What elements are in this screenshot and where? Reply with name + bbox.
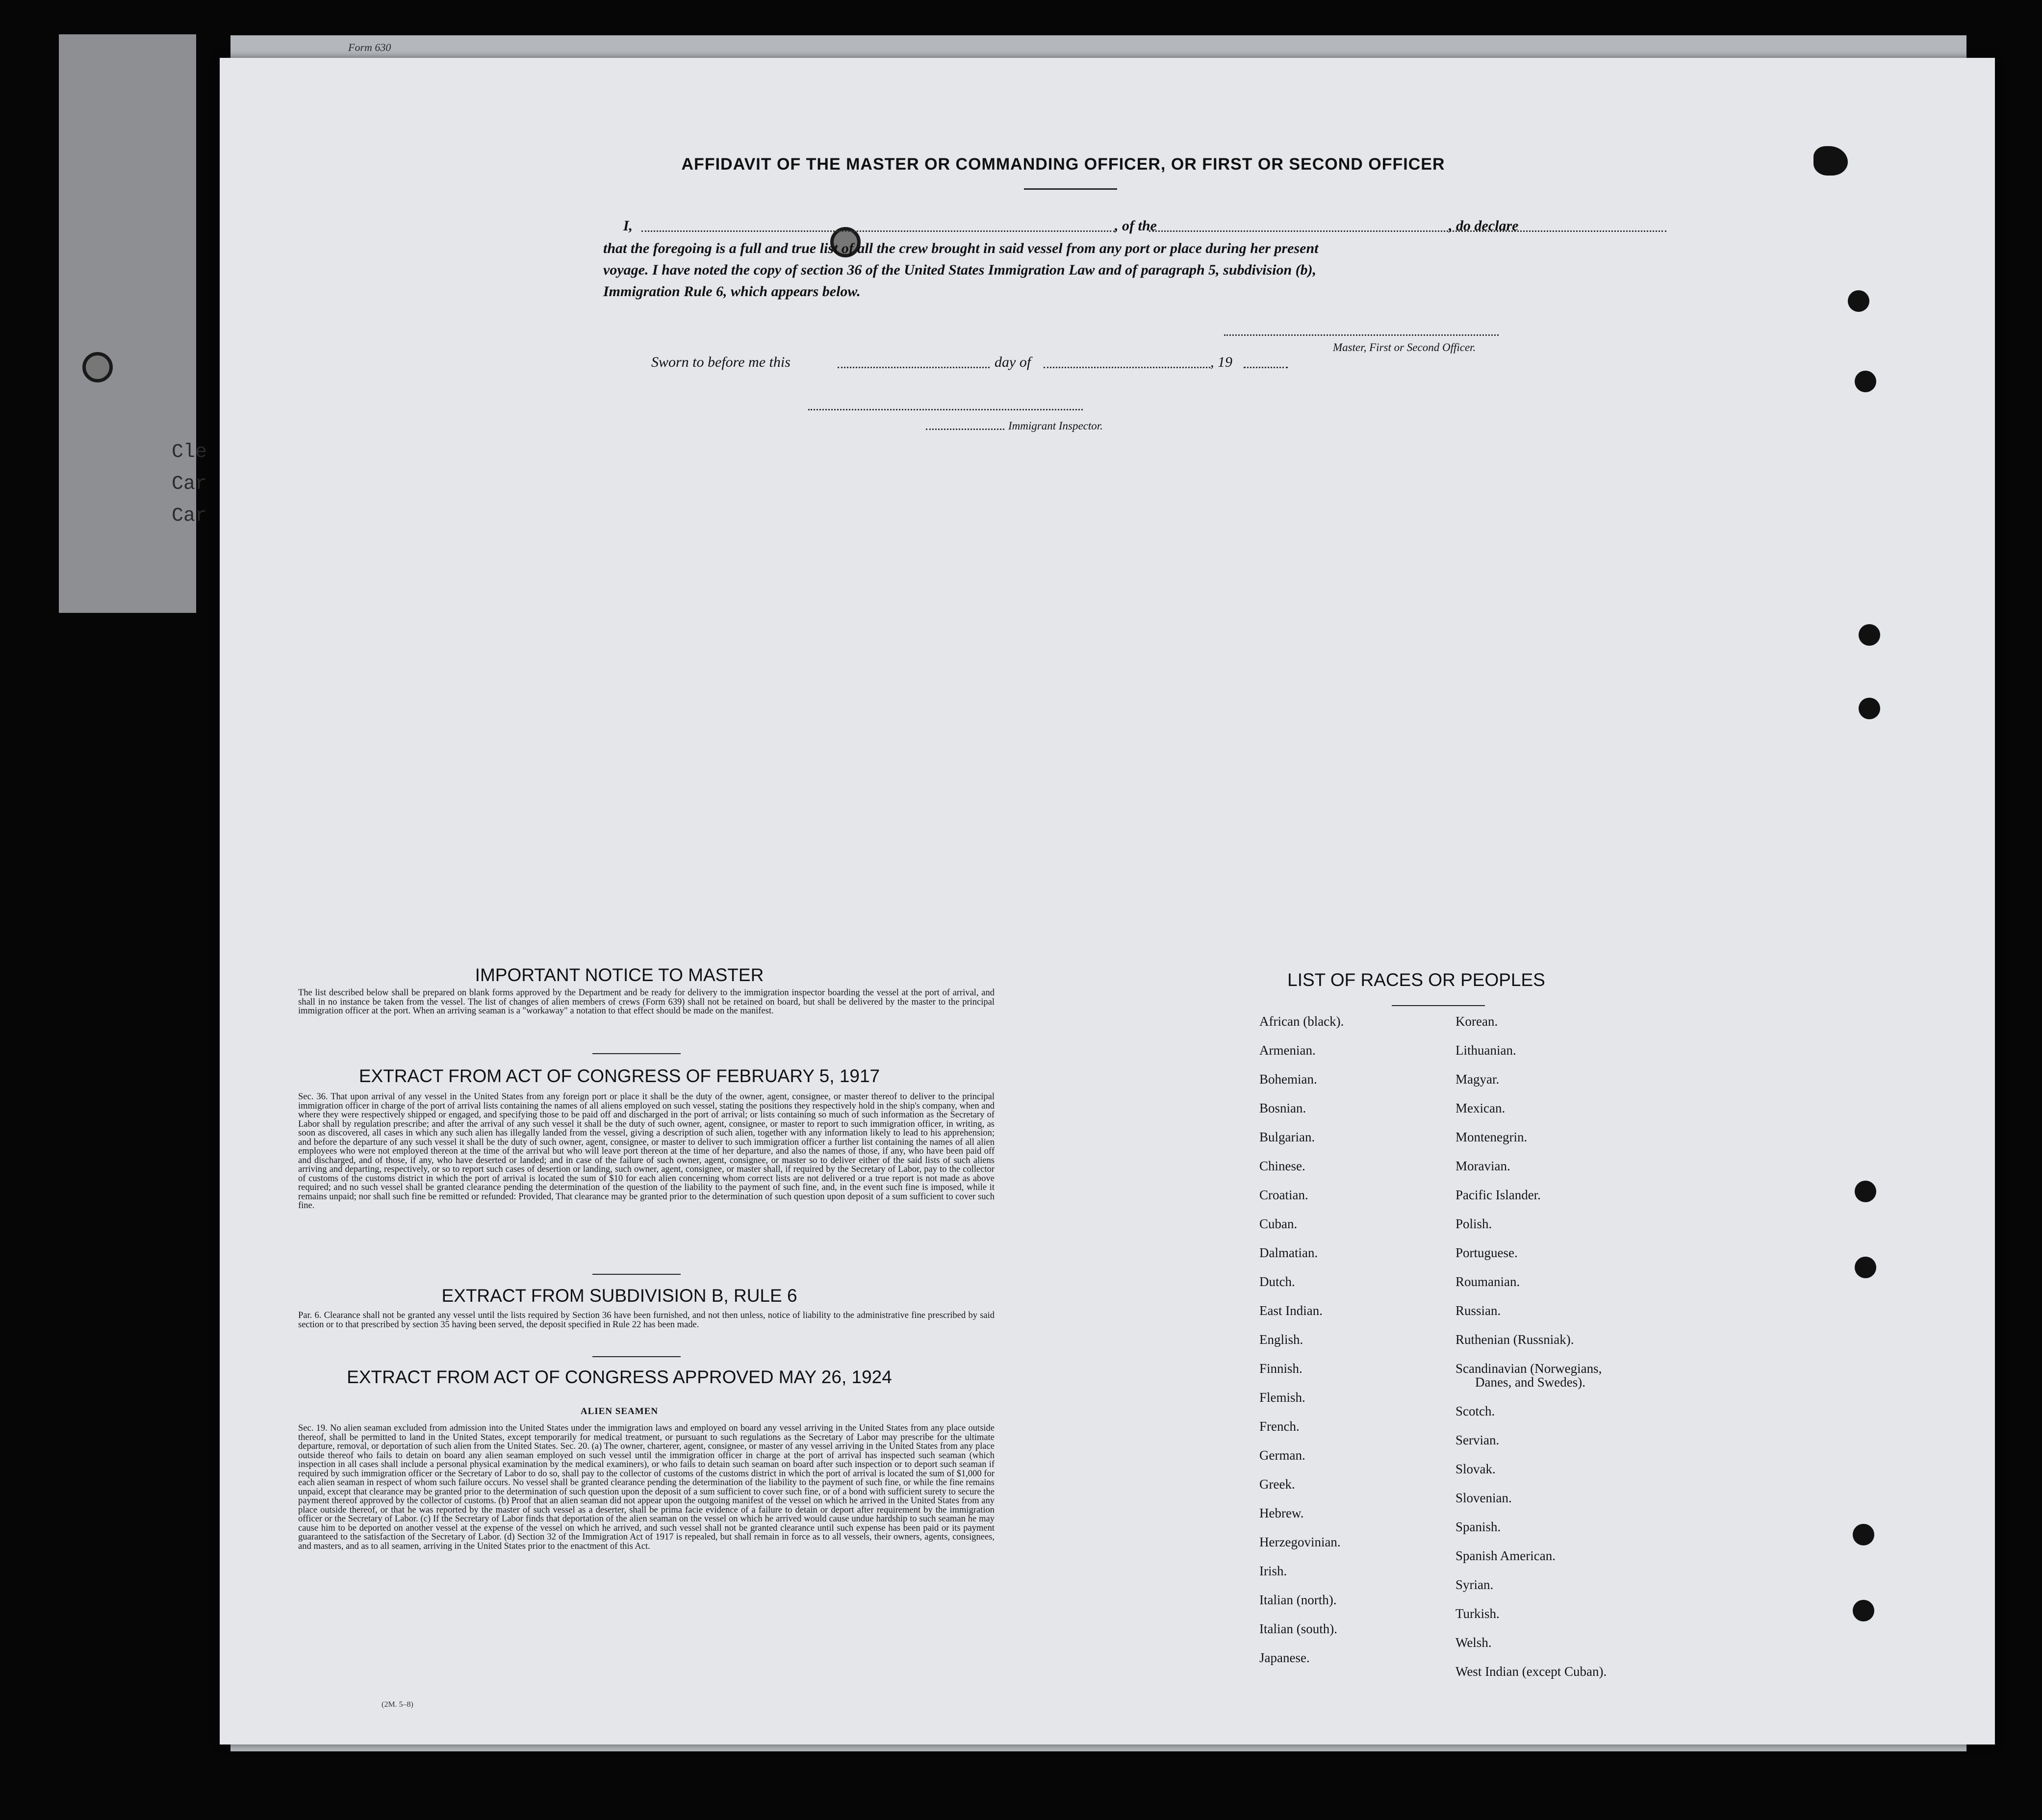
race-item: Servian. xyxy=(1455,1433,1500,1447)
sworn-label: Sworn to before me this xyxy=(651,354,791,370)
print-code: (2M. 5–8) xyxy=(382,1700,413,1709)
binder-hole xyxy=(1859,698,1880,719)
race-item: Dutch. xyxy=(1259,1274,1295,1289)
race-item: Bohemian. xyxy=(1259,1072,1317,1087)
race-item: English. xyxy=(1259,1332,1303,1347)
race-item: Greek. xyxy=(1259,1477,1295,1491)
inspector-dotted-leader xyxy=(926,429,1004,430)
signature-label: Master, First or Second Officer. xyxy=(1333,341,1476,354)
race-item: Spanish American. xyxy=(1455,1548,1556,1563)
race-item: Bosnian. xyxy=(1259,1101,1306,1115)
day-of-label: day of xyxy=(995,354,1031,370)
binder-hole xyxy=(1855,1257,1876,1278)
race-item: Spanish. xyxy=(1455,1519,1501,1534)
race-item: Roumanian. xyxy=(1455,1274,1520,1289)
race-item: Pacific Islander. xyxy=(1455,1188,1541,1202)
manifest-page xyxy=(220,58,1995,1744)
underlying-page xyxy=(59,34,207,613)
race-item: Herzegovinian. xyxy=(1259,1535,1341,1549)
race-item: Japanese. xyxy=(1259,1650,1310,1665)
divider xyxy=(592,1053,681,1054)
notice-title: IMPORTANT NOTICE TO MASTER xyxy=(475,965,764,985)
extract-1924-title: EXTRACT FROM ACT OF CONGRESS APPROVED MAY 26, 1924 xyxy=(347,1367,892,1387)
race-item: Turkish. xyxy=(1455,1606,1500,1621)
inspector-signature-blank[interactable] xyxy=(808,409,1083,410)
race-item: Slovenian. xyxy=(1455,1491,1512,1505)
divider xyxy=(1392,1005,1485,1006)
race-item: Welsh. xyxy=(1455,1635,1492,1650)
extract-1917-title: EXTRACT FROM ACT OF CONGRESS OF FEBRUARY 5, 1917 xyxy=(358,1066,880,1086)
year-label: , 19 xyxy=(1210,354,1232,370)
affidavit-title: AFFIDAVIT OF THE MASTER OR COMMANDING OFFICER, OR FIRST OR SECOND OFFICER xyxy=(681,155,1445,174)
race-item: Slovak. xyxy=(1455,1462,1496,1476)
race-item: Danes, and Swedes). xyxy=(1475,1375,1585,1390)
binder-hole xyxy=(1855,1181,1876,1202)
background-text: Car xyxy=(172,473,207,495)
notice-body: The list described below shall be prepared on blank forms approved by the Department and be ready for delivery to the immigration inspector boarding the vessel at the port of arrival, and shall in no instance be taken from the vessel. The list of changes of alien members of crews (Form 639) shall not be retained on board, but shall be delivered by the master to the principal immigration officer at the port. When an arriving seaman is a "workaway" a notation to that effect should be made on the manifest. xyxy=(298,988,995,1016)
affidavit-line-2: that the foregoing is a full and true list of all the crew brought in said vessel from any port or place during her present xyxy=(603,240,1319,256)
race-item: Scandinavian (Norwegians, xyxy=(1455,1361,1602,1376)
race-item: Italian (north). xyxy=(1259,1592,1337,1607)
race-item: Hebrew. xyxy=(1259,1506,1304,1520)
race-item: Dalmatian. xyxy=(1259,1245,1318,1260)
signature-blank[interactable] xyxy=(1224,334,1499,336)
race-item: West Indian (except Cuban). xyxy=(1455,1664,1607,1679)
race-item: Bulgarian. xyxy=(1259,1130,1315,1144)
race-item: Chinese. xyxy=(1259,1159,1305,1173)
race-item: Magyar. xyxy=(1455,1072,1500,1087)
divider xyxy=(592,1356,681,1357)
race-item: Polish. xyxy=(1455,1216,1492,1231)
background-text: Car xyxy=(172,505,207,527)
race-item: African (black). xyxy=(1259,1014,1344,1029)
race-item: Portuguese. xyxy=(1455,1245,1518,1260)
sworn-month-blank[interactable] xyxy=(1044,367,1210,368)
race-item: Italian (south). xyxy=(1259,1621,1337,1636)
inspector-label: Immigrant Inspector. xyxy=(1008,420,1103,432)
race-item: Irish. xyxy=(1259,1564,1287,1578)
form-number: Form 630 xyxy=(348,41,391,53)
name-blank[interactable] xyxy=(641,230,1115,232)
affidavit-of-the: , of the xyxy=(1115,218,1157,234)
vessel-blank[interactable] xyxy=(1149,230,1666,232)
extract-rule6-body: Par. 6. Clearance shall not be granted any vessel until the lists required by Section 36 have been furnished, and not then unless, notice of liability to the administrative fine prescribed by said section or to that prescribed by section 35 having been served, the deposit specified in Rule 22 has been made. xyxy=(298,1311,995,1330)
binder-hole xyxy=(1855,371,1876,392)
binder-hole xyxy=(82,352,113,382)
sworn-day-blank[interactable] xyxy=(838,367,990,368)
race-item: Scotch. xyxy=(1455,1404,1495,1418)
affidavit-line-1 xyxy=(603,218,633,234)
affidavit-line-3: voyage. I have noted the copy of section 36 of the United States Immigration Law and of paragraph 5, subdivision (b), xyxy=(603,262,1317,278)
race-item: Russian. xyxy=(1455,1303,1501,1318)
race-item: Armenian. xyxy=(1259,1043,1316,1058)
extract-rule6-title: EXTRACT FROM SUBDIVISION B, RULE 6 xyxy=(441,1286,797,1306)
extract-1924-body: Sec. 19. No alien seaman excluded from admission into the United States under the immigration laws and employed on board any vessel arriving in the United States from any place outside thereof, shall be permitted to land in the United States, except temporarily for medical treatment, or pursuant to such regulations as the Secretary of Labor may prescribe for the ultimate departure, removal, or deportation of such alien from the United States. Sec. 20. (a) The owner, charterer, agent, consignee, or master of any vessel arriving in the United States from any place outside thereof who fails to detain on board any alien seaman employed on such vessel until the immigration officer in charge at the port of arrival has inspected such seaman (which inspection in all cases shall include a personal physical examination by the medical examiners), or who fails to detain such seaman on board after such inspection or to deport such seaman if required by such immigration officer or the Secretary of Labor to do so, shall pay to the collector of customs of the customs district in which the port of arrival is located the sum of $1,000 for each alien seaman in respect of whom such failure occurs. No vessel shall be granted clearance pending the determination of the liability to the payment of such fine, or while the fine remains unpaid, except that clearance may be granted prior to the determination of such question upon the deposit of a sum sufficient to cover such fine, or of a bond with sufficient surety to secure the payment thereof approved by the collector of customs. (b) Proof that an alien seaman did not appear upon the outgoing manifest of the vessel on which he arrived in the United States from any place outside thereof, or that he was reported by the master of such vessel as a deserter, shall be prima facie evidence of a failure to detain or deport after requirement by the immigration officer or the Secretary of Labor. (c) If the Secretary of Labor finds that deportation of the alien seaman on the vessel on which he arrived would cause undue hardship to such seaman he may cause him to be deported on another vessel at the expense of the vessel on which he arrived, and such vessel shall not be granted clearance until such expense has been paid or its payment guaranteed to the satisfaction of the Secretary of Labor. (d) Section 32 of the Immigration Act of 1917 is repealed, but shall remain in force as to all vessels, their owners, agents, consignees, and masters, and as to all seamen, arriving in the United States prior to the enactment of this Act. xyxy=(298,1423,995,1551)
race-item: Croatian. xyxy=(1259,1188,1308,1202)
race-item: French. xyxy=(1259,1419,1300,1434)
race-item: Montenegrin. xyxy=(1455,1130,1528,1144)
races-title: LIST OF RACES OR PEOPLES xyxy=(1287,970,1545,990)
sworn-year-blank[interactable] xyxy=(1244,367,1288,368)
extract-1917-body: Sec. 36. That upon arrival of any vessel in the United States from any foreign port or place it shall be the duty of the owner, agent, consignee, or master thereof to deliver to the principal immigration officer in charge of the port of arrival lists containing the names of all aliens employed on such vessel, stating the positions they respectively hold in the ship's company, when and where they were respectively shipped or engaged, and specifying those to be paid off and discharged in the port of arrival; or lists containing so much of such information as the Secretary of Labor shall by regulation prescribe; and after the arrival of any such vessel it shall be the duty of such owner, agent, consignee, or master to report to such immigration officer, in writing, as soon as discovered, all cases in which any such alien has illegally landed from the vessel, giving a description of such alien, together with any information likely to lead to his apprehension; and before the departure of any such vessel it shall be the duty of such owner, agent, consignee, or master to deliver to such immigration officer a further list containing the names of all alien employees who were not employed thereon at the time of the arrival but who will leave port thereon at the time of her departure, and also the names of those, if any, who have been paid off and discharged, and of those, if any, who have deserted or landed; and in case of the failure of such owner, agent, consignee, or master so to deliver either of the said lists of such aliens arriving and departing, respectively, or so to report such cases of desertion or landing, such owner, agent, consignee, or master shall, if required by the Secretary of Labor, pay to the collector of customs of the customs district in which the port of arrival is located the sum of $10 for each alien concerning whom correct lists are not delivered or a true report is not made as above required; and no such vessel shall be granted clearance pending the determination of the question of the liability to the payment of such fine, and, in the event such fine is imposed, while it remains unpaid; nor shall such fine be remitted or refunded: Provided, That clearance may be granted prior to the determination of such question upon deposit of a sum sufficient to cover such fine. xyxy=(298,1092,995,1211)
affidavit-line-4: Immigration Rule 6, which appears below. xyxy=(603,283,861,300)
binder-hole xyxy=(1853,1524,1874,1545)
race-item: Syrian. xyxy=(1455,1577,1494,1592)
race-item: Finnish. xyxy=(1259,1361,1302,1376)
affidavit-i: I, xyxy=(623,218,633,234)
binder-hole xyxy=(1853,1600,1874,1621)
race-item: Mexican. xyxy=(1455,1101,1506,1115)
race-item: Cuban. xyxy=(1259,1216,1298,1231)
alien-seamen-subtitle: ALIEN SEAMEN xyxy=(580,1406,659,1416)
divider xyxy=(1024,188,1117,190)
race-item: East Indian. xyxy=(1259,1303,1323,1318)
race-item: Lithuanian. xyxy=(1455,1043,1516,1058)
race-item: Korean. xyxy=(1455,1014,1498,1029)
race-item: German. xyxy=(1259,1448,1305,1463)
divider xyxy=(592,1274,681,1275)
binder-hole xyxy=(1848,290,1869,312)
race-item: Moravian. xyxy=(1455,1159,1510,1173)
race-item: Ruthenian (Russniak). xyxy=(1455,1332,1574,1347)
affidavit-declare: , do declare xyxy=(1449,218,1519,234)
background-text: Cle xyxy=(172,441,207,463)
binder-hole xyxy=(1859,624,1880,646)
race-item: Flemish. xyxy=(1259,1390,1305,1405)
